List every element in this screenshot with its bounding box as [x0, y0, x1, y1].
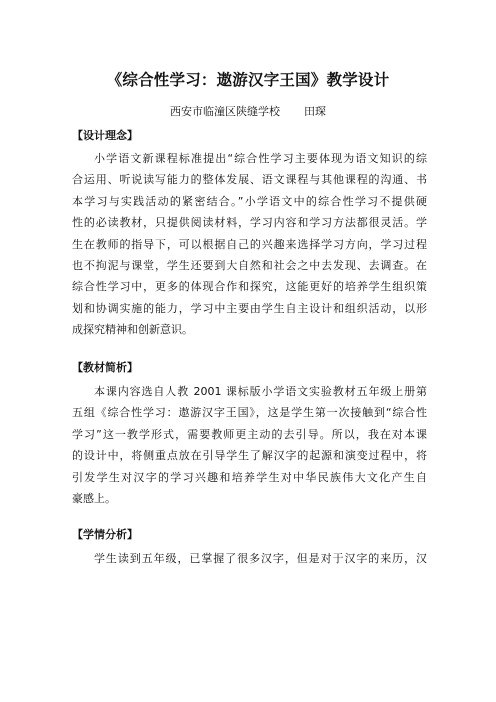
section-heading-design-concept: 【设计理念】 — [72, 129, 138, 142]
section-heading-student-analysis: 【学情分析】 — [72, 528, 138, 541]
paragraph-line: 本学习与实践活动的紧密结合。”小学语文中的综合性学习不提供硬 — [72, 194, 427, 208]
paragraph-line: 的设计中，将侧重点放在引导学生了解汉字的起源和演变过程中，将 — [72, 449, 427, 463]
author-name: 田琛 — [304, 105, 326, 118]
paragraph-line: 五组《综合性学习：遨游汉字王国》，这是学生第一次接触到“综合性 — [72, 406, 427, 420]
document-title: 《综合性学习：遨游汉字王国》教学设计 — [106, 71, 390, 89]
section-body-student-analysis — [72, 548, 427, 569]
paragraph-line: 本课内容选自人教 2001 课标版小学语文实验教材五年级上册第 — [94, 385, 427, 398]
paragraph-line: 也不拘泥与课堂，学生还要到大自然和社会之中去发现、去调查。在 — [72, 258, 427, 272]
paragraph-line: 小学语文新课程标准提出“综合性学习主要体现为语文知识的综 — [94, 152, 427, 165]
paragraph-line: 合运用、听说读写能力的整体发展、语文课程与其他课程的沟通、书 — [72, 173, 427, 187]
paragraph-line: 划和协调实施的能力，学习中主要由学生自主设计和组织活动，以形 — [72, 301, 427, 315]
paragraph-line: 生在教师的指导下，可以根据自己的兴趣来选择学习方向，学习过程 — [72, 237, 427, 251]
section-heading-textbook-analysis: 【教材简析】 — [72, 361, 138, 374]
paragraph-line: 学生读到五年级，已掌握了很多汉字，但是对于汉字的来历，汉 — [94, 552, 427, 565]
section-body-design-concept — [72, 148, 427, 341]
section-body-textbook-analysis — [72, 381, 427, 509]
author-school: 西安市临潼区陕缝学校 — [170, 105, 280, 118]
paragraph-line: 成探究精神和创新意识。 — [72, 323, 193, 337]
paragraph-line: 综合性学习中，更多的体现合作和探究，这能更好的培养学生组织策 — [72, 280, 427, 294]
author-line — [0, 104, 496, 120]
paragraph-line: 引发学生对汉字的学习兴趣和培养学生对中华民族伟大文化产生自 — [72, 470, 427, 484]
paragraph-line: 学习”这一教学形式，需要教师更主动的去引导。所以，我在对本课 — [72, 427, 427, 441]
paragraph-line: 豪感上。 — [72, 491, 116, 505]
paragraph-line: 性的必读教材，只提供阅读材料，学习内容和学习方法都很灵活。学 — [72, 216, 427, 230]
